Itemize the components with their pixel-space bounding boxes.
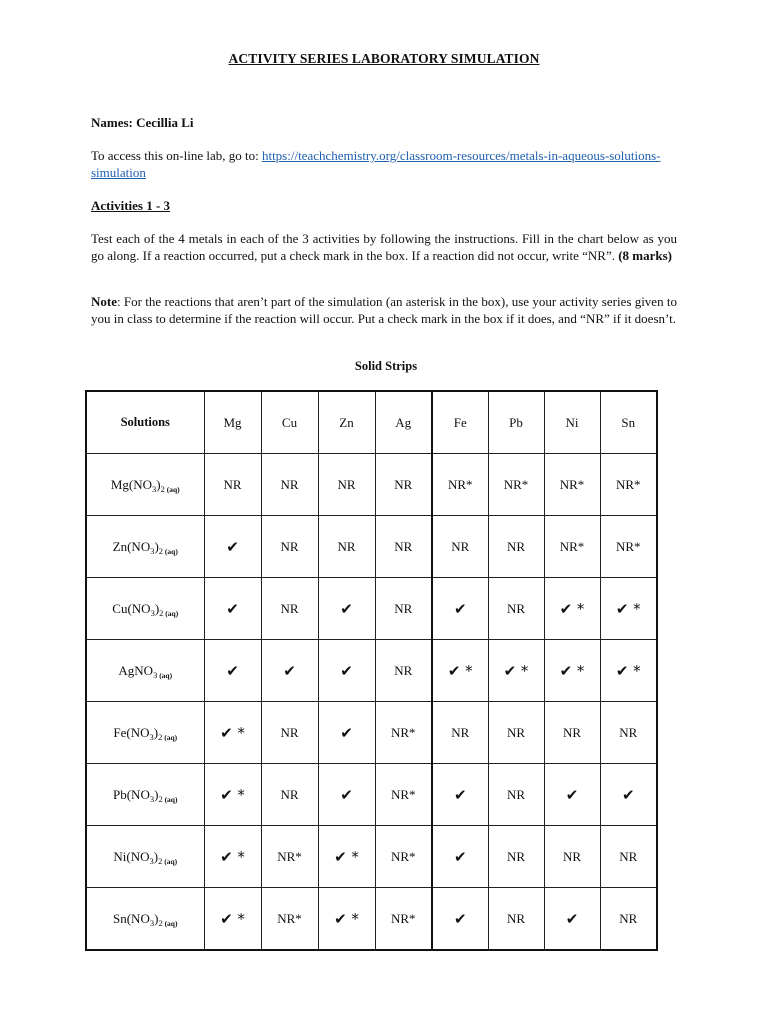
result-cell: ✔	[432, 764, 488, 826]
names-line: Names: Cecillia Li	[91, 115, 194, 130]
solution-label	[86, 702, 204, 764]
solution-label	[86, 516, 204, 578]
results-table	[85, 390, 658, 951]
result-cell: NR	[488, 516, 544, 578]
result-cell: ✔ *	[544, 578, 600, 640]
solution-formula: $Ni(NO_3)_2$ $_{(aq)}$	[113, 848, 178, 866]
metal-header-cu: Cu	[261, 391, 318, 454]
result-cell: ✔	[318, 578, 375, 640]
table-row	[86, 640, 657, 702]
metal-header-sn: Sn	[600, 391, 657, 454]
result-cell: NR	[432, 702, 488, 764]
solution-formula: AgNO$_3$ $_{(aq)}$	[118, 662, 173, 680]
result-cell: NR*	[261, 826, 318, 888]
result-cell: ✔	[318, 640, 375, 702]
result-cell: ✔ *	[544, 640, 600, 702]
instructions-paragraph	[91, 231, 677, 264]
solution-label	[86, 454, 204, 516]
result-cell: NR*	[488, 454, 544, 516]
access-instructions	[91, 148, 677, 181]
result-cell: ✔	[544, 764, 600, 826]
solutions-header: Solutions	[86, 391, 204, 454]
result-cell: ✔ *	[600, 640, 657, 702]
table-row	[86, 516, 657, 578]
result-cell: NR	[375, 516, 432, 578]
result-cell: NR	[261, 516, 318, 578]
result-cell: NR*	[375, 702, 432, 764]
note-label: Note	[91, 294, 117, 309]
metal-header-mg: Mg	[204, 391, 261, 454]
table-row	[86, 826, 657, 888]
result-cell: NR*	[432, 454, 488, 516]
simulation-link[interactable]: https://teachchemistry.org/classroom-resources/metals-in-aqueous-solutions-simulation	[91, 148, 661, 180]
solution-label	[86, 826, 204, 888]
metal-header-ag: Ag	[375, 391, 432, 454]
result-cell: ✔	[544, 888, 600, 951]
result-cell: NR	[488, 702, 544, 764]
result-cell: NR	[600, 826, 657, 888]
metal-header-pb: Pb	[488, 391, 544, 454]
solution-formula: $Zn(NO_3)_2$ $_{(aq)}$	[112, 538, 178, 556]
result-cell: ✔	[432, 888, 488, 951]
result-cell: NR	[488, 826, 544, 888]
result-cell: NR*	[544, 516, 600, 578]
result-cell: NR	[488, 578, 544, 640]
result-cell: NR	[600, 702, 657, 764]
result-cell: ✔	[204, 578, 261, 640]
access-text: To access this on-line lab, go to:	[91, 148, 262, 163]
solution-label	[86, 640, 204, 702]
metal-header-zn: Zn	[318, 391, 375, 454]
result-cell: NR	[488, 888, 544, 951]
solution-formula: $Sn(NO_3)_2$ $_{(aq)}$	[113, 910, 178, 928]
result-cell: ✔ *	[204, 826, 261, 888]
solution-label	[86, 764, 204, 826]
result-cell: ✔	[318, 702, 375, 764]
result-cell: NR	[432, 516, 488, 578]
result-cell: ✔ *	[318, 888, 375, 951]
table-row	[86, 578, 657, 640]
result-cell: NR	[488, 764, 544, 826]
result-cell: NR*	[375, 764, 432, 826]
result-cell: ✔ *	[488, 640, 544, 702]
result-cell: ✔	[318, 764, 375, 826]
table-row	[86, 888, 657, 951]
result-cell: ✔ *	[204, 888, 261, 951]
metal-header-fe: Fe	[432, 391, 488, 454]
result-cell: NR	[261, 454, 318, 516]
header-row	[86, 391, 657, 454]
document-title: ACTIVITY SERIES LABORATORY SIMULATION	[228, 51, 540, 66]
result-cell: NR*	[375, 888, 432, 951]
solution-formula: $Fe(NO_3)_2$ $_{(aq)}$	[113, 724, 178, 742]
table-row	[86, 764, 657, 826]
result-cell: ✔ *	[318, 826, 375, 888]
result-cell: NR*	[261, 888, 318, 951]
note-text: : For the reactions that aren’t part of the simulation (an asterisk in the box), use your activity series given to you in class to determine if the reaction will occur. Put a check mark in the box if it does, and “NR” if it doesn’t.	[91, 294, 677, 326]
solution-formula: $Mg(NO_3)_2$ $_{(aq)}$	[110, 476, 180, 494]
result-cell: ✔	[204, 516, 261, 578]
result-cell: NR	[375, 640, 432, 702]
result-cell: ✔	[261, 640, 318, 702]
table-row	[86, 454, 657, 516]
solution-label	[86, 888, 204, 951]
activities-heading: Activities 1 - 3	[91, 198, 171, 213]
table-caption: Solid Strips	[354, 359, 418, 373]
result-cell: NR	[544, 702, 600, 764]
result-cell: ✔ *	[204, 764, 261, 826]
result-cell: ✔ *	[432, 640, 488, 702]
result-cell: ✔	[432, 578, 488, 640]
result-cell: NR	[261, 578, 318, 640]
note-paragraph	[91, 294, 677, 327]
result-cell: NR	[600, 888, 657, 951]
metal-header-ni: Ni	[544, 391, 600, 454]
instructions-text: Test each of the 4 metals in each of the 3 activities by following the instructions. Fill in the chart below as you go along. If a reaction occurred, put a check mark in the box. If a reaction did not occur, write “NR”.	[91, 231, 677, 263]
result-cell: NR	[544, 826, 600, 888]
result-cell: ✔ *	[600, 578, 657, 640]
result-cell: NR	[261, 764, 318, 826]
result-cell: NR*	[544, 454, 600, 516]
result-cell: NR	[375, 578, 432, 640]
result-cell: NR	[318, 454, 375, 516]
table-row	[86, 702, 657, 764]
result-cell: NR	[204, 454, 261, 516]
result-cell: ✔	[432, 826, 488, 888]
result-cell: ✔	[204, 640, 261, 702]
result-cell: NR	[375, 454, 432, 516]
result-cell: NR	[261, 702, 318, 764]
marks-label: (8 marks)	[618, 247, 673, 263]
result-cell: ✔ *	[204, 702, 261, 764]
result-cell: NR*	[375, 826, 432, 888]
result-cell: NR*	[600, 454, 657, 516]
result-cell: NR*	[600, 516, 657, 578]
solution-formula: $Cu(NO_3)_2$ $_{(aq)}$	[112, 600, 179, 618]
result-cell: NR	[318, 516, 375, 578]
result-cell: ✔	[600, 764, 657, 826]
solution-formula: $Pb(NO_3)_2$ $_{(aq)}$	[113, 786, 178, 804]
solution-label	[86, 578, 204, 640]
